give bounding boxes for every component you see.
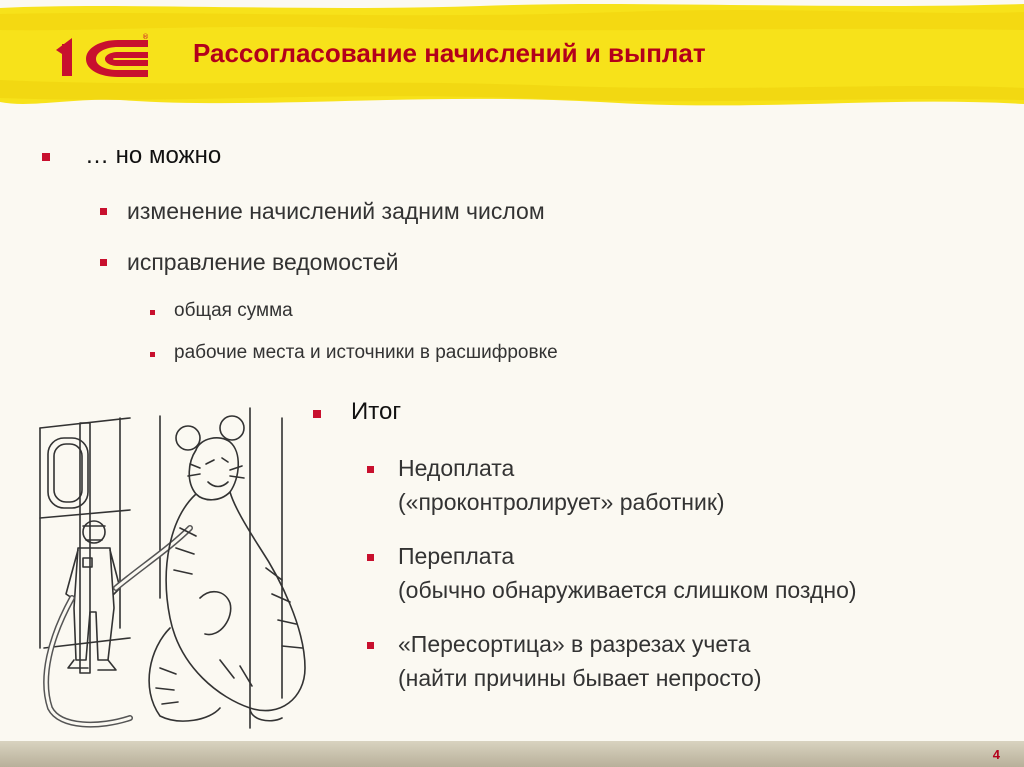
bullet-marker xyxy=(42,153,50,161)
bullet-marker xyxy=(100,259,107,266)
page-number: 4 xyxy=(992,747,1000,762)
1c-logo xyxy=(56,30,156,82)
bullet-but-possible: … но можно xyxy=(85,142,222,169)
bullet-marker xyxy=(100,208,107,215)
tiger-and-worker-illustration xyxy=(20,398,320,738)
bullet-statement-correction: исправление ведомостей xyxy=(127,249,399,275)
bullet-retro-accrual-change: изменение начислений задним числом xyxy=(127,198,545,224)
bullet-overpayment xyxy=(398,539,857,607)
bullet-misgrading-line1: «Пересортица» в разрезах учета xyxy=(398,631,751,657)
bullet-underpayment-line2: («проконтролирует» работник) xyxy=(398,489,725,515)
bullet-overpayment-line1: Переплата xyxy=(398,543,515,569)
bullet-underpayment xyxy=(398,451,725,519)
page-title: Рассогласование начислений и выплат xyxy=(193,38,706,68)
bullet-marker xyxy=(150,352,155,357)
bullet-underpayment-line1: Недоплата xyxy=(398,455,515,481)
svg-text:®: ® xyxy=(142,33,149,41)
bullet-workplaces-sources: рабочие места и источники в расшифровке xyxy=(174,342,558,363)
bullet-total-sum: общая сумма xyxy=(174,300,293,321)
bullet-marker xyxy=(367,466,374,473)
bullet-marker xyxy=(367,642,374,649)
bullet-misgrading-line2: (найти причины бывает непросто) xyxy=(398,665,762,691)
bullet-marker xyxy=(150,310,155,315)
bullet-marker xyxy=(367,554,374,561)
bullet-misgrading xyxy=(398,627,762,695)
bullet-overpayment-line2: (обычно обнаруживается слишком поздно) xyxy=(398,577,857,603)
bullet-result: Итог xyxy=(351,398,402,425)
footer-band xyxy=(0,741,1024,767)
